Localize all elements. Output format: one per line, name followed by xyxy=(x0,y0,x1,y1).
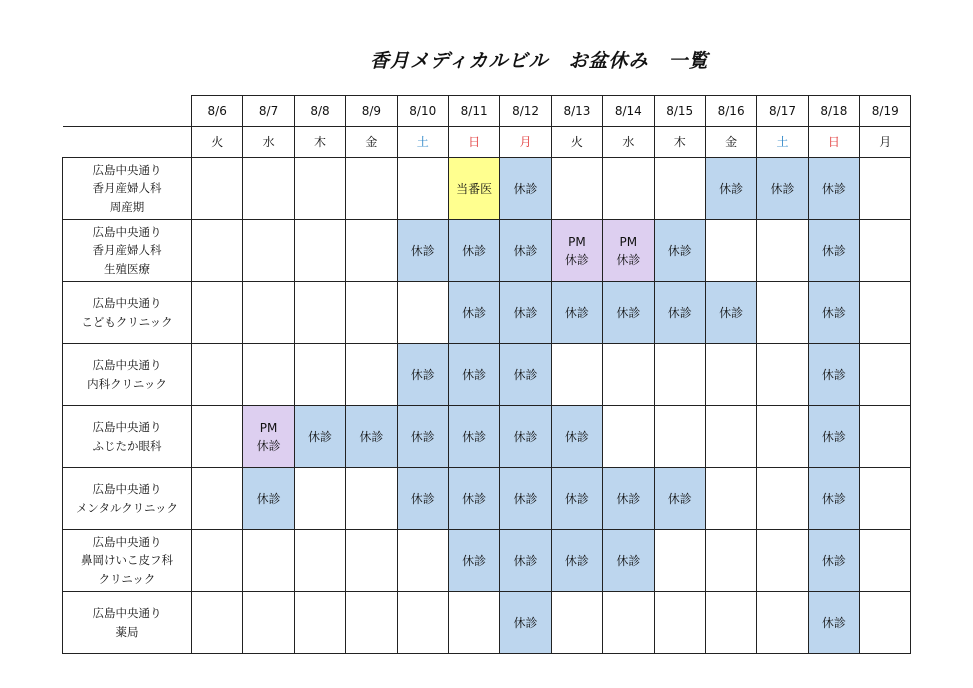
weekday-header-cell: 金 xyxy=(705,127,756,158)
schedule-cell xyxy=(757,220,808,282)
schedule-cell xyxy=(397,282,448,344)
schedule-cell xyxy=(860,592,911,654)
schedule-cell-value: 休診 xyxy=(359,429,384,444)
schedule-cell xyxy=(294,158,345,220)
schedule-cell-value: 休診 xyxy=(667,491,692,506)
schedule-cell xyxy=(346,592,397,654)
weekday-header-cell: 日 xyxy=(808,127,859,158)
schedule-cell xyxy=(860,344,911,406)
schedule-cell xyxy=(757,530,808,592)
clinic-name-cell: 広島中央通り 鼻岡けいこ皮フ科 クリニック xyxy=(63,530,192,592)
schedule-cell xyxy=(757,406,808,468)
schedule-cell xyxy=(654,344,705,406)
schedule-cell-value: 休診 xyxy=(821,181,846,196)
schedule-cell xyxy=(705,468,756,530)
weekday-header-cell: 火 xyxy=(192,127,243,158)
schedule-cell xyxy=(448,158,499,220)
schedule-cell xyxy=(860,530,911,592)
schedule-cell-value: 休診 xyxy=(821,367,846,382)
schedule-cell xyxy=(551,530,602,592)
schedule-cell-value: 休診 xyxy=(513,305,538,320)
schedule-cell xyxy=(243,158,294,220)
schedule-cell-value: 休診 xyxy=(616,553,641,568)
schedule-cell xyxy=(294,344,345,406)
date-header-cell: 8/8 xyxy=(294,96,345,127)
schedule-cell xyxy=(603,158,654,220)
schedule-cell xyxy=(808,220,859,282)
schedule-cell xyxy=(243,406,294,468)
schedule-cell xyxy=(243,468,294,530)
date-header-row xyxy=(63,96,911,127)
schedule-cell xyxy=(500,406,551,468)
schedule-cell-value: 休診 xyxy=(770,181,795,196)
schedule-cell xyxy=(654,158,705,220)
schedule-cell xyxy=(192,406,243,468)
schedule-cell-value: 休診 xyxy=(616,305,641,320)
schedule-cell xyxy=(397,406,448,468)
header-corner-lower xyxy=(63,127,192,158)
schedule-cell xyxy=(654,220,705,282)
schedule-cell xyxy=(500,158,551,220)
schedule-cell-value: 休診 xyxy=(513,429,538,444)
clinic-name-cell: 広島中央通り 香月産婦人科 生殖医療 xyxy=(63,220,192,282)
weekday-header-cell: 水 xyxy=(243,127,294,158)
weekday-header-row xyxy=(63,127,911,158)
schedule-cell xyxy=(448,282,499,344)
schedule-cell xyxy=(603,344,654,406)
schedule-cell xyxy=(243,530,294,592)
schedule-cell xyxy=(500,530,551,592)
schedule-cell-value: 休診 xyxy=(410,429,435,444)
schedule-cell xyxy=(192,282,243,344)
schedule-cell xyxy=(757,282,808,344)
schedule-cell xyxy=(860,158,911,220)
holiday-schedule-table xyxy=(62,95,911,654)
schedule-cell-value: 休診 xyxy=(667,243,692,258)
schedule-cell xyxy=(860,406,911,468)
schedule-cell xyxy=(448,344,499,406)
schedule-cell-value: 休診 xyxy=(719,181,744,196)
schedule-cell xyxy=(346,158,397,220)
schedule-cell xyxy=(448,530,499,592)
schedule-cell-value: 休診 xyxy=(513,553,538,568)
clinic-row xyxy=(63,220,911,282)
schedule-cell-value: 休診 xyxy=(821,615,846,630)
clinic-name-cell: 広島中央通り ふじたか眼科 xyxy=(63,406,192,468)
schedule-cell xyxy=(397,592,448,654)
schedule-cell xyxy=(808,406,859,468)
schedule-cell xyxy=(705,406,756,468)
schedule-cell xyxy=(808,592,859,654)
clinic-name-cell: 広島中央通り 薬局 xyxy=(63,592,192,654)
weekday-header-cell: 月 xyxy=(500,127,551,158)
schedule-cell xyxy=(551,468,602,530)
schedule-cell xyxy=(808,530,859,592)
schedule-cell xyxy=(397,158,448,220)
schedule-cell-value: 休診 xyxy=(513,367,538,382)
schedule-cell xyxy=(551,592,602,654)
schedule-cell-value: 休診 xyxy=(462,553,487,568)
schedule-cell-value: 当番医 xyxy=(456,181,493,196)
schedule-cell xyxy=(346,468,397,530)
clinic-row xyxy=(63,158,911,220)
header-corner xyxy=(63,96,192,127)
date-header-cell: 8/13 xyxy=(551,96,602,127)
schedule-cell xyxy=(654,468,705,530)
schedule-cell xyxy=(500,592,551,654)
schedule-cell xyxy=(294,406,345,468)
schedule-cell xyxy=(705,282,756,344)
schedule-cell xyxy=(346,282,397,344)
schedule-cell xyxy=(603,406,654,468)
weekday-header-cell: 日 xyxy=(448,127,499,158)
schedule-cell xyxy=(500,344,551,406)
clinic-name-cell: 広島中央通り 内科クリニック xyxy=(63,344,192,406)
schedule-cell xyxy=(500,282,551,344)
date-header-cell: 8/9 xyxy=(346,96,397,127)
schedule-cell xyxy=(192,468,243,530)
schedule-cell-value: 休診 xyxy=(307,429,332,444)
schedule-cell xyxy=(654,530,705,592)
schedule-cell xyxy=(448,468,499,530)
schedule-cell xyxy=(397,220,448,282)
schedule-cell-value: 休診 xyxy=(462,243,487,258)
schedule-cell-value: 休診 xyxy=(616,491,641,506)
date-header-cell: 8/6 xyxy=(192,96,243,127)
schedule-cell xyxy=(603,592,654,654)
schedule-cell xyxy=(603,530,654,592)
schedule-cell xyxy=(603,282,654,344)
schedule-cell xyxy=(808,282,859,344)
schedule-cell xyxy=(551,158,602,220)
schedule-cell xyxy=(192,592,243,654)
schedule-cell xyxy=(448,406,499,468)
schedule-cell xyxy=(551,406,602,468)
schedule-cell-value: 休診 xyxy=(462,367,487,382)
schedule-cell xyxy=(397,344,448,406)
schedule-cell xyxy=(243,282,294,344)
schedule-cell xyxy=(705,220,756,282)
date-header-cell: 8/19 xyxy=(860,96,911,127)
schedule-cell xyxy=(294,530,345,592)
schedule-cell xyxy=(654,406,705,468)
schedule-cell xyxy=(757,344,808,406)
clinic-row xyxy=(63,406,911,468)
schedule-cell-value: 休診 xyxy=(513,243,538,258)
weekday-header-cell: 火 xyxy=(551,127,602,158)
schedule-cell xyxy=(397,468,448,530)
date-header-cell: 8/12 xyxy=(500,96,551,127)
schedule-cell xyxy=(243,220,294,282)
schedule-cell-value: 休診 xyxy=(719,305,744,320)
clinic-row xyxy=(63,592,911,654)
schedule-cell-value: 休診 xyxy=(462,429,487,444)
clinic-row xyxy=(63,468,911,530)
schedule-cell xyxy=(654,592,705,654)
schedule-cell-value: 休診 xyxy=(564,305,589,320)
schedule-cell xyxy=(654,282,705,344)
date-header-cell: 8/18 xyxy=(808,96,859,127)
schedule-cell-value: 休診 xyxy=(513,491,538,506)
schedule-cell-value: 休診 xyxy=(513,615,538,630)
schedule-cell xyxy=(294,282,345,344)
clinic-name-cell: 広島中央通り 香月産婦人科 周産期 xyxy=(63,158,192,220)
schedule-cell xyxy=(860,468,911,530)
schedule-cell xyxy=(860,282,911,344)
schedule-cell-value: 休診 xyxy=(564,553,589,568)
date-header-cell: 8/11 xyxy=(448,96,499,127)
date-header-cell: 8/16 xyxy=(705,96,756,127)
schedule-cell-value: 休診 xyxy=(821,243,846,258)
schedule-cell xyxy=(243,344,294,406)
clinic-row xyxy=(63,282,911,344)
schedule-cell xyxy=(346,344,397,406)
clinic-row xyxy=(63,530,911,592)
weekday-header-cell: 金 xyxy=(346,127,397,158)
schedule-cell xyxy=(448,592,499,654)
schedule-cell-value: 休診 xyxy=(462,305,487,320)
schedule-cell xyxy=(705,592,756,654)
schedule-cell xyxy=(705,158,756,220)
schedule-cell-value: 休診 xyxy=(821,553,846,568)
schedule-cell-value: 休診 xyxy=(513,181,538,196)
schedule-cell xyxy=(603,468,654,530)
weekday-header-cell: 木 xyxy=(654,127,705,158)
clinic-row xyxy=(63,344,911,406)
schedule-cell-value: 休診 xyxy=(821,305,846,320)
schedule-cell-value: PM 休診 xyxy=(564,234,589,267)
schedule-cell xyxy=(500,468,551,530)
schedule-cell-value: 休診 xyxy=(462,491,487,506)
schedule-cell xyxy=(603,220,654,282)
schedule-cell xyxy=(346,406,397,468)
schedule-cell xyxy=(243,592,294,654)
weekday-header-cell: 木 xyxy=(294,127,345,158)
weekday-header-cell: 月 xyxy=(860,127,911,158)
schedule-cell-value: 休診 xyxy=(410,491,435,506)
weekday-header-cell: 水 xyxy=(603,127,654,158)
schedule-cell-value: 休診 xyxy=(564,429,589,444)
schedule-cell-value: 休診 xyxy=(410,243,435,258)
schedule-cell xyxy=(397,530,448,592)
schedule-cell xyxy=(294,468,345,530)
schedule-cell xyxy=(346,530,397,592)
date-header-cell: 8/10 xyxy=(397,96,448,127)
weekday-header-cell: 土 xyxy=(757,127,808,158)
schedule-cell-value: 休診 xyxy=(821,491,846,506)
page-title: 香月メディカルビル お盆休み 一覧 xyxy=(370,50,709,72)
date-header-cell: 8/14 xyxy=(603,96,654,127)
schedule-cell xyxy=(192,220,243,282)
date-header-cell: 8/7 xyxy=(243,96,294,127)
clinic-name-cell: 広島中央通り こどもクリニック xyxy=(63,282,192,344)
schedule-cell xyxy=(757,592,808,654)
schedule-cell xyxy=(551,344,602,406)
schedule-cell-value: 休診 xyxy=(564,491,589,506)
schedule-cell xyxy=(294,592,345,654)
schedule-cell xyxy=(551,220,602,282)
schedule-cell xyxy=(860,220,911,282)
schedule-cell xyxy=(705,530,756,592)
clinic-name-cell: 広島中央通り メンタルクリニック xyxy=(63,468,192,530)
schedule-cell xyxy=(294,220,345,282)
schedule-cell xyxy=(346,220,397,282)
schedule-cell xyxy=(192,530,243,592)
schedule-cell-value: 休診 xyxy=(667,305,692,320)
schedule-cell xyxy=(808,158,859,220)
schedule-cell xyxy=(192,344,243,406)
schedule-cell xyxy=(757,158,808,220)
schedule-cell xyxy=(808,344,859,406)
date-header-cell: 8/17 xyxy=(757,96,808,127)
date-header-cell: 8/15 xyxy=(654,96,705,127)
schedule-cell-value: 休診 xyxy=(256,491,281,506)
schedule-cell-value: 休診 xyxy=(410,367,435,382)
schedule-cell xyxy=(448,220,499,282)
schedule-cell xyxy=(808,468,859,530)
schedule-cell-value: PM 休診 xyxy=(256,420,281,453)
schedule-cell xyxy=(757,468,808,530)
schedule-cell xyxy=(500,220,551,282)
schedule-cell-value: 休診 xyxy=(821,429,846,444)
schedule-cell xyxy=(551,282,602,344)
weekday-header-cell: 土 xyxy=(397,127,448,158)
schedule-cell-value: PM 休診 xyxy=(616,234,641,267)
schedule-cell xyxy=(705,344,756,406)
schedule-cell xyxy=(192,158,243,220)
